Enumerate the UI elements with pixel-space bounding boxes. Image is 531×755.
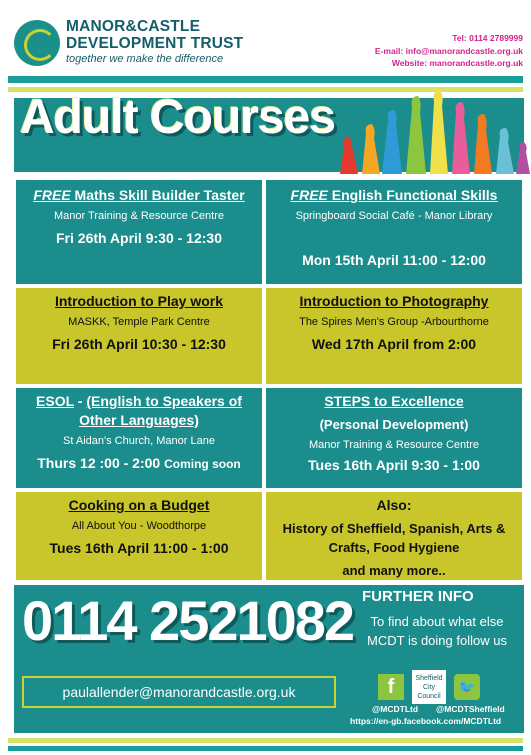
course-steps bbox=[264, 386, 524, 490]
course-date: Wed 17th April from 2:00 bbox=[311, 336, 477, 352]
course-note: Coming soon bbox=[164, 457, 241, 471]
facebook-url[interactable]: https://en-gb.facebook.com/MCDTLtd bbox=[350, 716, 502, 726]
course-title: FREE English Functional Skills bbox=[290, 187, 498, 203]
course-date: Fri 26th April 10:30 - 12:30 bbox=[52, 336, 226, 352]
course-also bbox=[264, 490, 524, 582]
course-subtitle: (Personal Development) bbox=[319, 417, 469, 432]
org-name-line2: DEVELOPMENT TRUST bbox=[66, 35, 244, 52]
twitter-icon[interactable]: 🐦 bbox=[454, 674, 480, 700]
course-esol bbox=[14, 386, 264, 490]
footer-divider-light bbox=[8, 738, 523, 743]
org-name bbox=[66, 18, 243, 52]
course-venue: The Spires Men's Group -Arbourthorne bbox=[299, 316, 489, 328]
further-info-text: To find about what else MCDT is doing follow us bbox=[367, 614, 507, 648]
course-venue: Manor Training & Resource Centre bbox=[54, 210, 224, 222]
course-date: Mon 15th April 11:00 - 12:00 bbox=[302, 252, 486, 268]
course-venue: All About You - Woodthorpe bbox=[71, 520, 207, 532]
logo-icon bbox=[14, 20, 60, 66]
course-date: Thurs 12 :00 - 2:00 Coming soon bbox=[37, 455, 241, 471]
course-title: FREE Maths Skill Builder Taster bbox=[33, 187, 245, 203]
footer-email[interactable]: paulallender@manorandcastle.org.uk bbox=[22, 676, 336, 708]
course-date: Tues 16th April 9:30 - 1:00 bbox=[308, 457, 480, 473]
course-photography bbox=[264, 286, 524, 386]
course-date: Fri 26th April 9:30 - 12:30 bbox=[56, 230, 222, 246]
course-venue: Springboard Social Café - Manor Library bbox=[295, 210, 493, 222]
contact-website[interactable]: Website: manorandcastle.org.uk bbox=[391, 58, 523, 68]
sheffield-logo: Sheffield City Council bbox=[412, 670, 446, 704]
course-title: Cooking on a Budget bbox=[68, 497, 210, 513]
contact-tel: Tel: 0114 2789999 bbox=[452, 33, 523, 43]
course-venue: Manor Training & Resource Centre bbox=[309, 439, 479, 451]
course-playwork bbox=[14, 286, 264, 386]
header-divider bbox=[8, 76, 523, 83]
course-title: STEPS to Excellence bbox=[324, 393, 464, 409]
course-date: Tues 16th April 11:00 - 1:00 bbox=[49, 540, 229, 556]
course-title: Introduction to Play work bbox=[54, 293, 223, 309]
phone-number[interactable]: 0114 2521082 bbox=[22, 589, 354, 652]
further-info-title: FURTHER INFO bbox=[362, 588, 474, 605]
tagline: together we make the difference bbox=[66, 53, 224, 65]
course-venue: MASKK, Temple Park Centre bbox=[68, 316, 210, 328]
footer-divider bbox=[8, 746, 523, 751]
course-venue: St Aidan's Church, Manor Lane bbox=[63, 435, 215, 447]
org-name-line1: MANOR&CASTLE bbox=[66, 18, 201, 35]
facebook-icon[interactable]: f bbox=[378, 674, 404, 700]
contact-email[interactable]: E-mail: info@manorandcastle.org.uk bbox=[374, 45, 523, 56]
banner-title: Adult Courses bbox=[20, 91, 336, 144]
course-maths bbox=[14, 178, 264, 286]
course-cooking bbox=[14, 490, 264, 582]
also-more: and many more.. bbox=[342, 563, 446, 578]
also-title: Also: bbox=[376, 497, 412, 513]
course-title: ESOL - (English to Speakers of Other Languages) bbox=[36, 393, 242, 428]
hands-graphic bbox=[330, 84, 530, 174]
course-title: Introduction to Photography bbox=[299, 293, 489, 309]
facebook-handle[interactable]: @MCDTLtd bbox=[372, 704, 419, 714]
course-english bbox=[264, 178, 524, 286]
twitter-handle[interactable]: @MCDTSheffield bbox=[436, 704, 505, 714]
also-body: History of Sheffield, Spanish, Arts & Crafts, Food Hygiene bbox=[282, 521, 506, 555]
contact-info bbox=[375, 32, 523, 70]
